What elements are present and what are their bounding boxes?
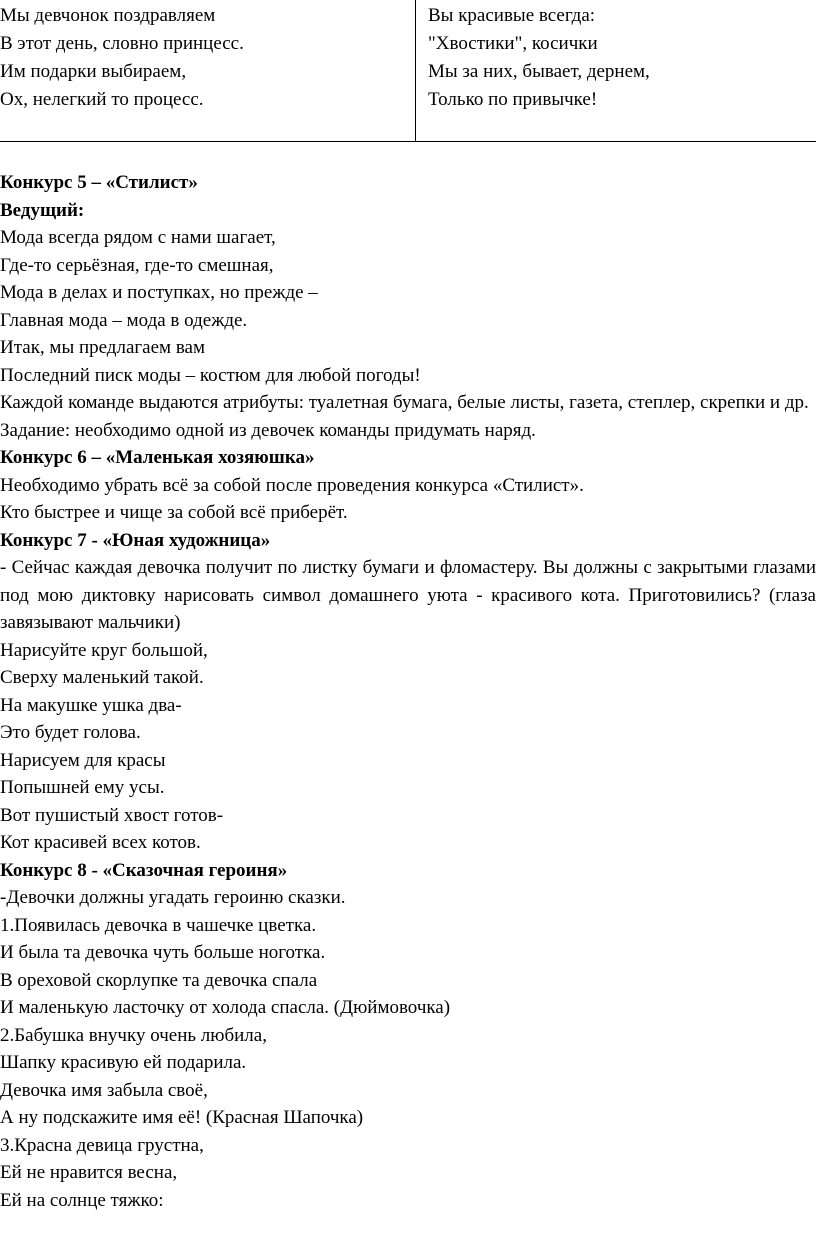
text-line: Вот пушистый хвост готов- bbox=[0, 804, 224, 826]
verse-line: Им подарки выбираем, bbox=[0, 61, 187, 82]
text-line: Это будет голова. bbox=[0, 722, 141, 743]
text-line: Девочка имя забыла своё, bbox=[0, 1079, 208, 1101]
text-line: И была та девочка чуть больше ноготка. bbox=[0, 942, 326, 963]
text-line: А ну подскажите имя её! (Красная Шапочка) bbox=[0, 1107, 364, 1128]
text-line: Нарисуем для красы bbox=[0, 749, 166, 771]
text-line: 2.Бабушка внучку очень любила, bbox=[0, 1024, 267, 1046]
paragraph: - Сейчас каждая девочка получит по листку бумаги и фломастеру. Вы должны с закрытыми глазами под мою диктовку нарисовать символ домашнего уюта - красивого кота. Приготовились? (глаза завязывают мальчики) bbox=[0, 557, 816, 633]
paragraph: Каждой команде выдаются атрибуты: туалетная бумага, белые листы, газета, степлер, скрепки и др. bbox=[0, 392, 809, 413]
text-line: Ей не нравится весна, bbox=[0, 1162, 178, 1183]
text-line: В ореховой скорлупке та девочка спала bbox=[0, 969, 318, 991]
document-body bbox=[0, 169, 816, 1214]
verse-column-left bbox=[0, 0, 410, 114]
verse-line: Мы девчонок поздравляем bbox=[0, 5, 216, 26]
section-heading: Конкурс 8 - «Сказочная героиня» bbox=[0, 859, 288, 881]
text-line: 1.Появилась девочка в чашечке цветка. bbox=[0, 914, 317, 936]
text-line: И маленькую ласточку от холода спасла. (Дюймовочка) bbox=[0, 997, 451, 1018]
verse-column-right bbox=[428, 0, 816, 114]
text-line: Мода в делах и поступках, но прежде – bbox=[0, 282, 318, 303]
text-line: Кто быстрее и чище за собой всё приберёт. bbox=[0, 502, 348, 523]
section-heading: Ведущий: bbox=[0, 199, 85, 221]
text-line: Главная мода – мода в одежде. bbox=[0, 309, 248, 331]
text-line: Необходимо убрать всё за собой после проведения конкурса «Стилист». bbox=[0, 474, 584, 496]
table-column-divider bbox=[415, 0, 416, 141]
text-line: Задание: необходимо одной из девочек команды придумать наряд. bbox=[0, 419, 536, 441]
text-line: Последний писк моды – костюм для любой погоды! bbox=[0, 364, 421, 386]
text-line: Где-то серьёзная, где-то смешная, bbox=[0, 254, 274, 276]
text-line: На макушке ушка два- bbox=[0, 694, 182, 716]
text-line: 3.Красна девица грустна, bbox=[0, 1134, 204, 1156]
verse-table bbox=[0, 0, 816, 142]
verse-line: В этот день, словно принцесс. bbox=[0, 33, 244, 54]
section-heading: Конкурс 6 – «Маленькая хозяюшка» bbox=[0, 447, 315, 468]
section-heading: Конкурс 7 - «Юная художница» bbox=[0, 529, 271, 551]
text-line: Попышней ему усы. bbox=[0, 777, 165, 798]
text-line: -Девочки должны угадать героиню сказки. bbox=[0, 887, 346, 908]
verse-line: Ох, нелегкий то процесс. bbox=[0, 89, 204, 110]
section-heading: Конкурс 5 – «Стилист» bbox=[0, 172, 198, 193]
text-line: Нарисуйте круг большой, bbox=[0, 639, 208, 661]
verse-line: Вы красивые всегда: bbox=[428, 5, 596, 26]
text-line: Кот красивей всех котов. bbox=[0, 832, 201, 853]
verse-line: Мы за них, бывает, дернем, bbox=[428, 61, 650, 82]
text-line: Сверху маленький такой. bbox=[0, 667, 204, 688]
text-line: Мода всегда рядом с нами шагает, bbox=[0, 227, 276, 248]
verse-line: Только по привычке! bbox=[428, 89, 598, 110]
text-line: Шапку красивую ей подарила. bbox=[0, 1052, 247, 1073]
text-line: Итак, мы предлагаем вам bbox=[0, 337, 206, 358]
text-line: Ей на солнце тяжко: bbox=[0, 1189, 164, 1211]
verse-line: "Хвостики", косички bbox=[428, 33, 598, 54]
